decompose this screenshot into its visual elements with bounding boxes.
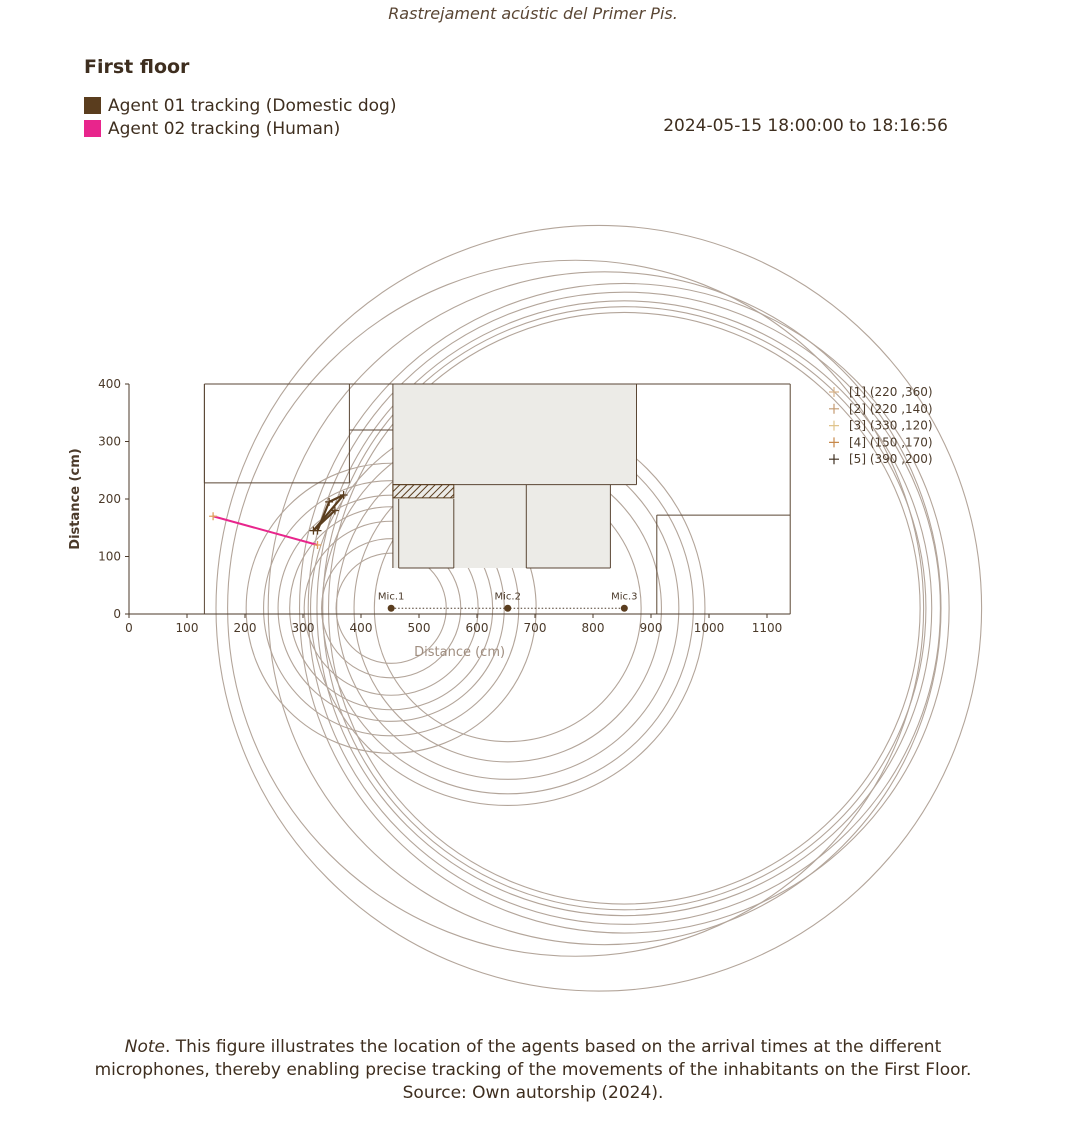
point-legend-label: [2] (220 ,140) [849,401,933,416]
x-axis-label: Distance (cm) [414,645,506,660]
point-legend-marker [829,404,839,414]
x-tick-label: 700 [523,621,547,635]
agent-tracks [209,491,348,549]
point-legend-marker [829,437,839,447]
shaded-zone [393,384,637,568]
point-legend-label: [3] (330 ,120) [849,418,933,433]
hatched-object [393,485,454,498]
y-tick-label: 400 [98,377,121,391]
note-line-1-text: . This figure illustrates the location of the agents based on the arrival times at the different [164,1037,942,1057]
point-legend-label: [5] (390 ,200) [849,452,933,467]
tdoa-circle [228,260,924,956]
note-line-2: microphones, thereby enabling precise tracking of the movements of the inhabitants on the First Floor. [94,1060,972,1080]
x-tick-label: 500 [407,621,431,635]
points-legend [829,385,933,466]
figure-caption: Rastrejament acústic del Primer Pis. [388,4,678,23]
x-tick-label: 100 [175,621,199,635]
x-tick-label: 1100 [751,621,783,635]
point-legend-label: [4] (150 ,170) [849,435,933,450]
human-track-point [209,512,217,520]
mic-marker-2 [504,605,511,612]
mic-marker-1 [388,605,395,612]
x-tick-label: 900 [639,621,663,635]
point-legend-marker [829,454,839,464]
note-prefix: Note [124,1037,165,1057]
y-tick-label: 300 [98,434,121,449]
time-range: 2024-05-15 18:00:00 to 18:16:56 [663,116,948,136]
y-tick-label: 200 [98,492,121,506]
figure-note [0,1036,1066,1105]
note-line-3: Source: Own autorship (2024). [402,1083,664,1103]
dog-track-point [325,498,333,506]
tdoa-circle [268,272,941,945]
x-tick-label: 200 [233,621,257,635]
x-tick-label: 800 [581,621,605,635]
mic-label-3: Mic.3 [611,591,638,603]
y-tick-label: 100 [98,549,121,564]
human-track-segment [213,516,317,545]
x-tick-label: 0 [125,621,133,635]
x-tick-label: 600 [465,621,489,635]
x-tick-label: 300 [291,621,315,635]
x-tick-label: 400 [349,621,373,635]
microphones [378,591,638,612]
legend-label-agent-01: Agent 01 tracking (Domestic dog) [108,95,397,116]
legend-label-agent-02: Agent 02 tracking (Human) [108,118,341,139]
note-line-1 [0,1036,1066,1059]
point-legend-label: [1] (220 ,360) [849,385,933,399]
y-tick-label: 0 [113,607,121,621]
floor-title: First floor [84,56,190,78]
mic-label-1: Mic.1 [377,591,405,603]
x-tick-label: 1000 [693,621,725,635]
point-legend-marker [829,421,839,431]
mic-marker-3 [621,605,628,612]
y-axis-label: Distance (cm) [68,448,83,550]
mic-label-2: Mic.2 [494,591,521,603]
